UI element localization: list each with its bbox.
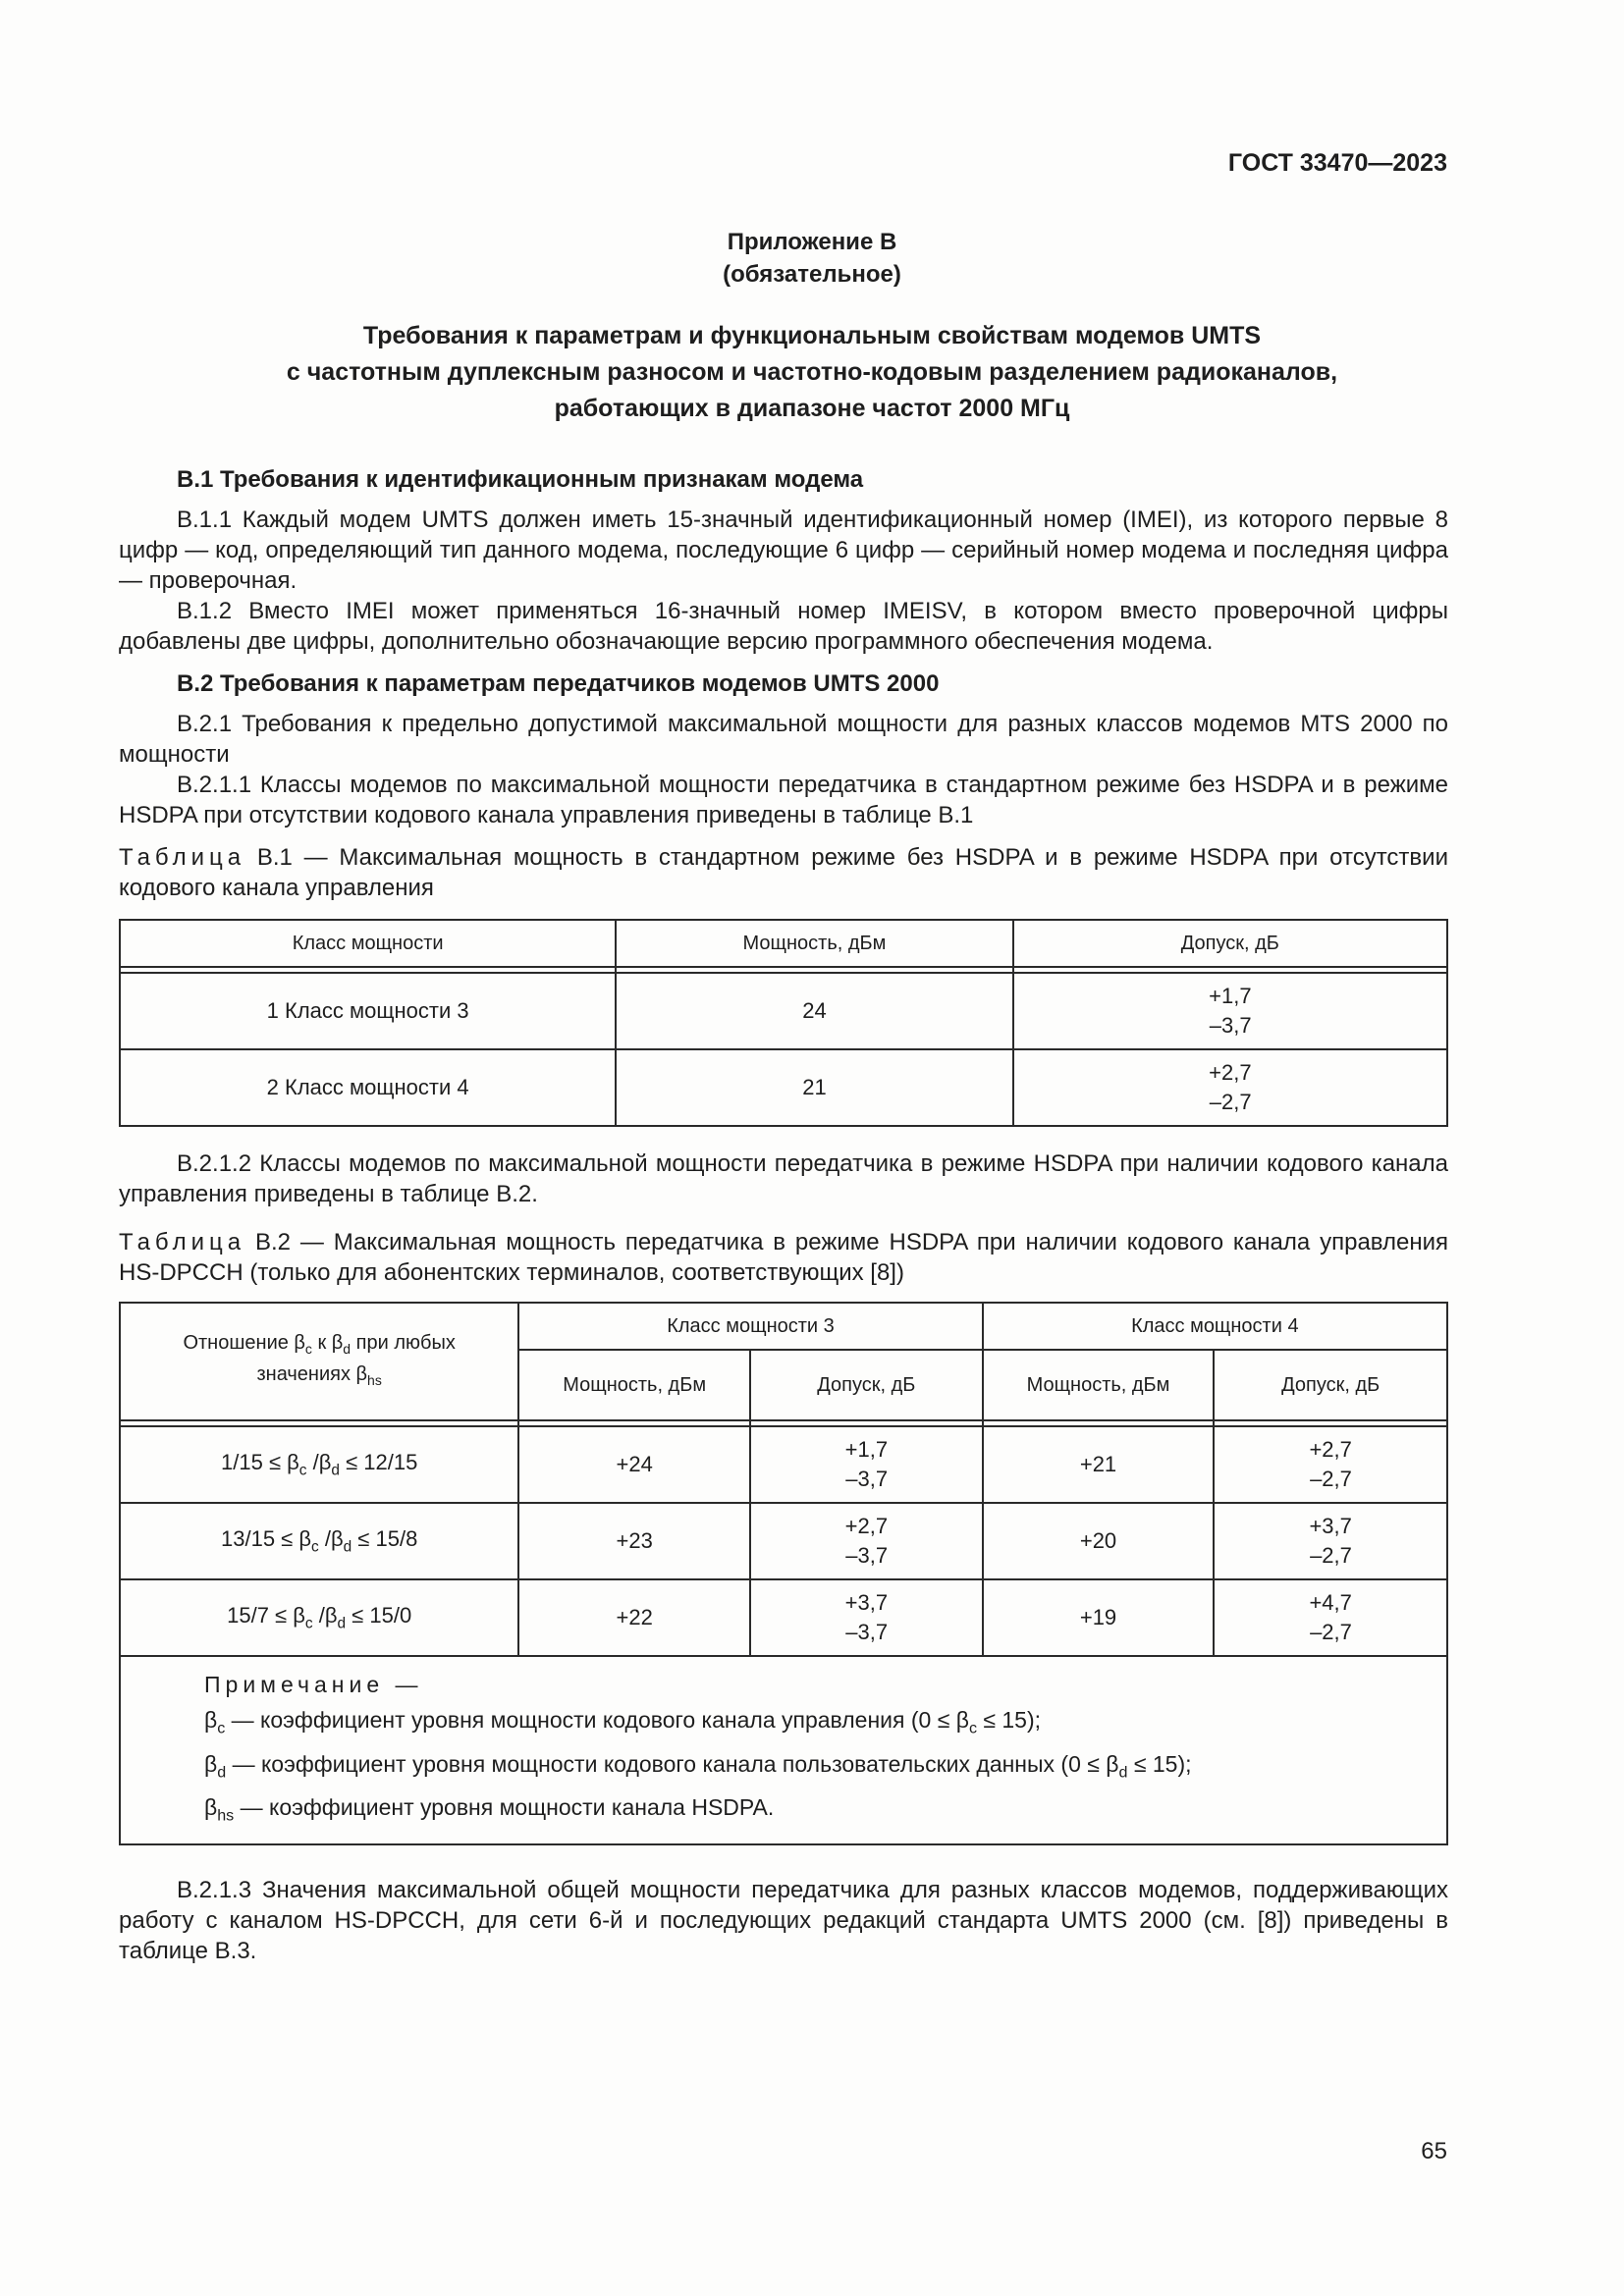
table-note: [120, 1656, 1447, 1844]
table-cell: +24: [518, 1426, 750, 1503]
title-line-1: Требования к параметрам и функциональным свойствам модемов UMTS: [362, 322, 1262, 349]
annex-title: Приложение В: [727, 229, 897, 255]
table-cell: +21: [983, 1426, 1215, 1503]
paragraph-b2-1-3: В.2.1.3 Значения максимальной общей мощности передатчика для разных классов модемов, поддерживающих работу с каналом HS-DPCCH, для сети 6-й и последующих редакций стандарта UMTS 2000 (см. [8]) приведены в таблице В.3.: [119, 1876, 1448, 1964]
paragraph-b2-1-2: В.2.1.2 Классы модемов по максимальной мощности передатчика в режиме HSDPA при наличии кодового канала управления приведены в таблице В.2.: [119, 1150, 1448, 1207]
tolerance-plus: +2,7: [1209, 1060, 1252, 1085]
tolerance-header: Допуск, дБ: [750, 1350, 983, 1420]
table-cell: +1,7 –3,7: [750, 1426, 983, 1503]
standard-number: ГОСТ 33470—2023: [1227, 149, 1447, 177]
table2-caption-text: В.2 — Максимальная мощность передатчика в режиме HSDPA при наличии кодового канала управления HS-DPCCH (только для абонентских терминалов, соответствующих [8]): [119, 1229, 1448, 1286]
table1-caption-text: В.1 — Максимальная мощность в стандартном режиме без HSDPA и в режиме HSDPA при отсутствии кодового канала управления: [119, 844, 1448, 901]
table-cell: 2 Класс мощности 4: [120, 1049, 616, 1126]
page-number: 65: [1421, 2138, 1447, 2164]
title-line-3: работающих в диапазоне частот 2000 МГц: [554, 395, 1070, 422]
table-cell: +2,7 –3,7: [750, 1503, 983, 1579]
ratio-cell: $15/7 \le \beta_c$ $/\beta_d \le 15/0$: [120, 1579, 518, 1656]
table-cell: 24: [616, 973, 1012, 1049]
table-cell: +19: [983, 1579, 1215, 1656]
note-beta-d: $\beta_d$ — коэффициент уровня мощности кодового канала пользовательских данных $(0 \le \beta_d \le 15)$;: [204, 1750, 1192, 1782]
table-header-cell: Мощность, дБм: [616, 920, 1012, 967]
paragraph-b1-2: В.1.2 Вместо IMEI может применяться 16-значный номер IMEISV, в котором вместо проверочной цифры добавлены две цифры, дополнительно обозначающие версию программного обеспечения модема.: [119, 598, 1448, 655]
table2-caption: [119, 1227, 1448, 1288]
annex-status: (обязательное): [723, 261, 901, 288]
table-cell: +22: [518, 1579, 750, 1656]
section-b2-heading: В.2 Требования к параметрам передатчиков модемов UMTS 2000: [177, 670, 940, 697]
table-cell: 1 Класс мощности 3: [120, 973, 616, 1049]
table-header-cell: Класс мощности: [120, 920, 616, 967]
class4-header: Класс мощности 4: [983, 1303, 1447, 1350]
note-title: Примечание —: [204, 1672, 423, 1697]
paragraph-b2-1-1: В.2.1.1 Классы модемов по максимальной мощности передатчика в стандартном режиме без HSDPA и в режиме HSDPA при отсутствии кодового канала управления приведены в таблице В.1: [119, 772, 1448, 828]
table-row: [120, 973, 1447, 1049]
tolerance-minus: –3,7: [1209, 1013, 1252, 1038]
tolerance-minus: –2,7: [1209, 1090, 1252, 1114]
tolerance-plus: +1,7: [1209, 984, 1252, 1008]
table1-caption: [119, 842, 1448, 903]
table-header-cell: Допуск, дБ: [1013, 920, 1447, 967]
table-header-row: [120, 920, 1447, 967]
ratio-cell: $13/15 \le \beta_c$ $/\beta_d \le 15/8$: [120, 1503, 518, 1579]
table-row: [120, 1049, 1447, 1126]
table-row: [120, 1503, 1447, 1579]
table-cell: +20: [983, 1503, 1215, 1579]
paragraph-b1-1: В.1.1 Каждый модем UMTS должен иметь 15-значный идентификационный номер (IMEI), из которого первые 8 цифр — код, определяющий тип данного модема, последующие 6 цифр — серийный номер модема и последняя цифра — проверочная.: [119, 507, 1448, 594]
table-row: [120, 1426, 1447, 1503]
table-note-row: [120, 1656, 1447, 1844]
note-beta-c: $\beta_c$ — коэффициент уровня мощности кодового канала управления $(0 \le \beta_c \le 15)$;: [204, 1707, 1042, 1737]
table-cell: [1013, 973, 1447, 1049]
section-b1-heading: В.1 Требования к идентификационным признакам модема: [177, 466, 864, 493]
table-cell: [1013, 1049, 1447, 1126]
title-line-2: с частотным дуплексным разносом и частотно-кодовым разделением радиоканалов,: [286, 358, 1338, 386]
table-cell: +3,7 –2,7: [1214, 1503, 1447, 1579]
power-header: Мощность, дБм: [518, 1350, 750, 1420]
table-cell: +23: [518, 1503, 750, 1579]
document-title: [0, 318, 1624, 427]
table-b2: [119, 1302, 1448, 1845]
annex-heading: [0, 226, 1624, 291]
tolerance-header: Допуск, дБ: [1214, 1350, 1447, 1420]
table1-label: Таблица: [119, 844, 246, 871]
table-cell: +4,7 –2,7: [1214, 1579, 1447, 1656]
table-header-row: [120, 1303, 1447, 1350]
table-cell: +3,7 –3,7: [750, 1579, 983, 1656]
note-beta-hs: $\beta_{hs}$ — коэффициент уровня мощности канала HSDPA.: [204, 1794, 775, 1825]
paragraph-b2-1: В.2.1 Требования к предельно допустимой максимальной мощности для разных классов модемов MTS 2000 по мощности: [119, 711, 1448, 768]
table-row: [120, 1579, 1447, 1656]
table-cell: +2,7 –2,7: [1214, 1426, 1447, 1503]
table-cell: 21: [616, 1049, 1012, 1126]
document-body: [119, 464, 1448, 1966]
ratio-header: Отношение $\beta_c$ к $\beta_d$ при любых значениях $\beta_{hs}$: [120, 1303, 518, 1420]
class3-header: Класс мощности 3: [518, 1303, 982, 1350]
power-header: Мощность, дБм: [983, 1350, 1215, 1420]
table2-label: Таблица: [119, 1229, 246, 1255]
ratio-cell: $1/15 \le \beta_c$ $/\beta_d \le 12/15$: [120, 1426, 518, 1503]
table-b1: [119, 919, 1448, 1127]
